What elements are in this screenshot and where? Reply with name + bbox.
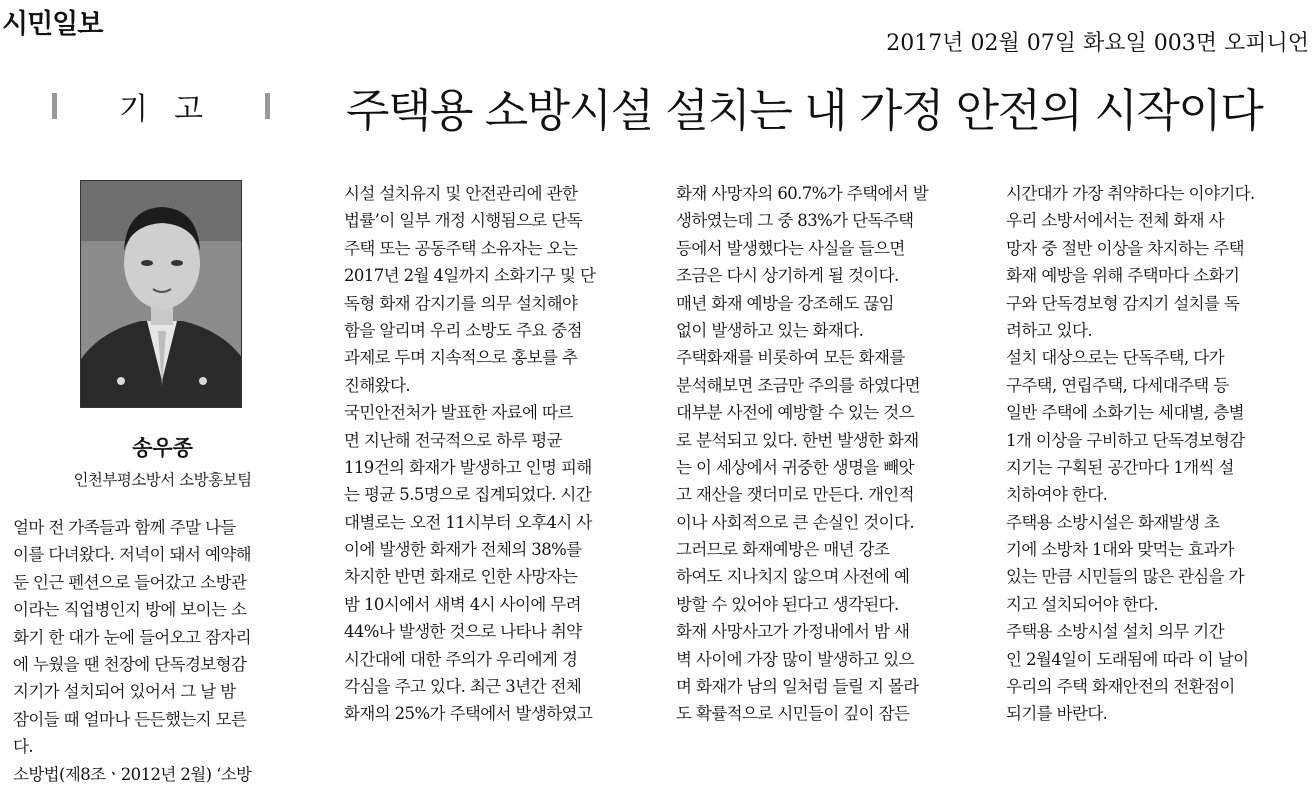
body-line: 과제로 두며 지속적으로 홍보를 추	[344, 348, 578, 368]
article-column-4	[1006, 180, 1306, 728]
body-line: 있는 만큼 시민들의 많은 관심을 가	[1006, 567, 1244, 587]
author-photo	[80, 180, 242, 408]
section-label: 기고	[119, 92, 229, 127]
author-affiliation: 인천부평소방서 소방홍보팀	[73, 471, 252, 489]
body-line: 벽 사이에 가장 많이 발생하고 있으	[676, 649, 914, 669]
body-line: 함을 알리며 우리 소방도 주요 중점	[344, 320, 582, 340]
author-name: 송우종	[132, 436, 193, 460]
body-line: 는 이 세상에서 귀중한 생명을 빼앗	[676, 457, 914, 477]
body-line: 면 지난해 전국적으로 하루 평균	[344, 430, 562, 450]
body-line: 치하여야 한다.	[1006, 485, 1108, 505]
body-line: 법률’이 일부 개정 시행됨으로 단독	[344, 211, 582, 231]
body-line: 119건의 화재가 발생하고 인명 피해	[344, 457, 592, 477]
body-line: 이에 발생한 화재가 전체의 38%를	[344, 540, 582, 560]
body-line: 이라는 직업병인지 방에 보이는 소	[13, 600, 247, 620]
body-line: 이를 다녀왔다. 저녁이 돼서 예약해	[13, 545, 251, 565]
body-line: 국민안전처가 발표한 자료에 따르	[344, 403, 573, 423]
body-line: 일반 주택에 소화기는 세대별, 층별	[1006, 403, 1244, 423]
body-line: 망자 중 절반 이상을 차지하는 주택	[1006, 238, 1244, 258]
body-line: 이나 사회적으로 큰 손실인 것이다.	[676, 512, 914, 532]
body-line: 방할 수 있어야 된다고 생각된다.	[676, 594, 899, 614]
body-line: 각심을 주고 있다. 최근 3년간 전체	[344, 677, 582, 697]
body-line: 잠이들 때 얼마나 든든했는지 모른	[13, 709, 247, 729]
body-line: 44%나 발생한 것으로 나타나 취약	[344, 622, 582, 642]
body-line: 려하고 있다.	[1006, 320, 1092, 340]
article-column-1	[13, 514, 313, 788]
body-line: 조금은 다시 상기하게 될 것이다.	[676, 266, 899, 286]
body-line: 1개 이상을 구비하고 단독경보형감	[1006, 430, 1245, 450]
body-line: 에 누웠을 땐 천장에 단독경보형감	[13, 654, 247, 674]
body-line: 지기가 설치되어 있어서 그 날 밤	[13, 682, 236, 702]
body-line: 화재 예방을 위해 주택마다 소화기	[1006, 266, 1240, 286]
body-line: 구와 단독경보형 감지기 설치를 독	[1006, 293, 1240, 313]
body-line: 지고 설치되어야 한다.	[1006, 594, 1158, 614]
body-line: 생하였는데 그 중 83%가 단독주택	[676, 211, 914, 231]
body-line: 다.	[13, 737, 33, 757]
section-bar-left	[52, 93, 57, 119]
body-line: 주택화재를 비롯하여 모든 화재를	[676, 348, 905, 368]
body-line: 우리 소방서에서는 전체 화재 사	[1006, 211, 1224, 231]
body-line: 인 2월4일이 도래됨에 따라 이 날이	[1006, 649, 1249, 669]
body-line: 구주택, 연립주택, 다세대주택 등	[1006, 375, 1229, 395]
body-line: 없이 발생하고 있는 화재다.	[676, 320, 864, 340]
section-tag	[52, 86, 270, 126]
body-line: 도 확률적으로 시민들이 깊이 잠든	[676, 704, 910, 724]
body-line: 소방법(제8조ㆍ2012년 2월) ‘소방	[13, 764, 252, 784]
headline: 주택용 소방시설 설치는 내 가정 안전의 시작이다	[346, 84, 1263, 137]
body-line: 주택 또는 공동주택 소유자는 오는	[344, 238, 578, 258]
body-line: 우리의 주택 화재안전의 전환점이	[1006, 677, 1235, 697]
body-line: 등에서 발생했다는 사실을 들으면	[676, 238, 905, 258]
body-line: 대별로는 오전 11시부터 오후4시 사	[344, 512, 592, 532]
body-line: 로 분석되고 있다. 한번 발생한 화재	[676, 430, 919, 450]
body-line: 시설 설치유지 및 안전관리에 관한	[344, 184, 578, 203]
body-line: 독형 화재 감지기를 의무 설치해야	[344, 293, 578, 313]
body-line: 시간대에 대한 주의가 우리에게 경	[344, 649, 578, 669]
body-line: 지기는 구획된 공간마다 1개씩 설	[1006, 457, 1234, 477]
body-line: 는 평균 5.5명으로 집계되었다. 시간	[344, 485, 592, 505]
body-line: 얼마 전 가족들과 함께 주말 나들	[13, 518, 236, 537]
body-line: 화재 사망사고가 가정내에서 밤 새	[676, 622, 910, 642]
article-column-3	[676, 180, 976, 728]
body-line: 대부분 사전에 예방할 수 있는 것으	[676, 403, 914, 423]
dateline: 2017년 02월 07일 화요일 003면 오피니언	[886, 31, 1309, 56]
body-line: 차지한 반면 화재로 인한 사망자는	[344, 567, 578, 587]
article-column-2	[344, 180, 644, 728]
body-line: 진해왔다.	[344, 375, 411, 395]
body-line: 화재의 25%가 주택에서 발생하였고	[344, 704, 593, 724]
body-line: 매년 화재 예방을 강조해도 끊임	[676, 293, 894, 313]
body-line: 분석해보면 조금만 주의를 하였다면	[676, 375, 921, 395]
body-line: 주택용 소방시설 설치 의무 기간	[1006, 622, 1224, 642]
body-line: 되기를 바란다.	[1006, 704, 1108, 724]
body-line: 둔 인근 펜션으로 들어갔고 소방관	[13, 572, 247, 592]
body-line: 시간대가 가장 취약하다는 이야기다.	[1006, 184, 1255, 203]
body-line: 화재 사망자의 60.7%가 주택에서 발	[676, 184, 929, 203]
body-line: 기에 소방차 1대와 맞먹는 효과가	[1006, 540, 1234, 560]
newspaper-name: 시민일보	[2, 9, 103, 40]
body-line: 하여도 지나치지 않으며 사전에 예	[676, 567, 910, 587]
body-line: 고 재산을 잿더미로 만든다. 개인적	[676, 485, 914, 505]
body-line: 밤 10시에서 새벽 4시 사이에 무려	[344, 594, 581, 614]
body-line: 2017년 2월 4일까지 소화기구 및 단	[344, 266, 596, 286]
body-line: 주택용 소방시설은 화재발생 초	[1006, 512, 1220, 532]
section-bar-right	[265, 93, 270, 119]
author-portrait-graphic	[81, 181, 242, 408]
body-line: 화기 한 대가 눈에 들어오고 잠자리	[13, 627, 251, 647]
body-line: 그러므로 화재예방은 매년 강조	[676, 540, 890, 560]
body-line: 설치 대상으로는 단독주택, 다가	[1006, 348, 1224, 368]
body-line: 며 화재가 남의 일처럼 들릴 지 몰라	[676, 677, 919, 697]
